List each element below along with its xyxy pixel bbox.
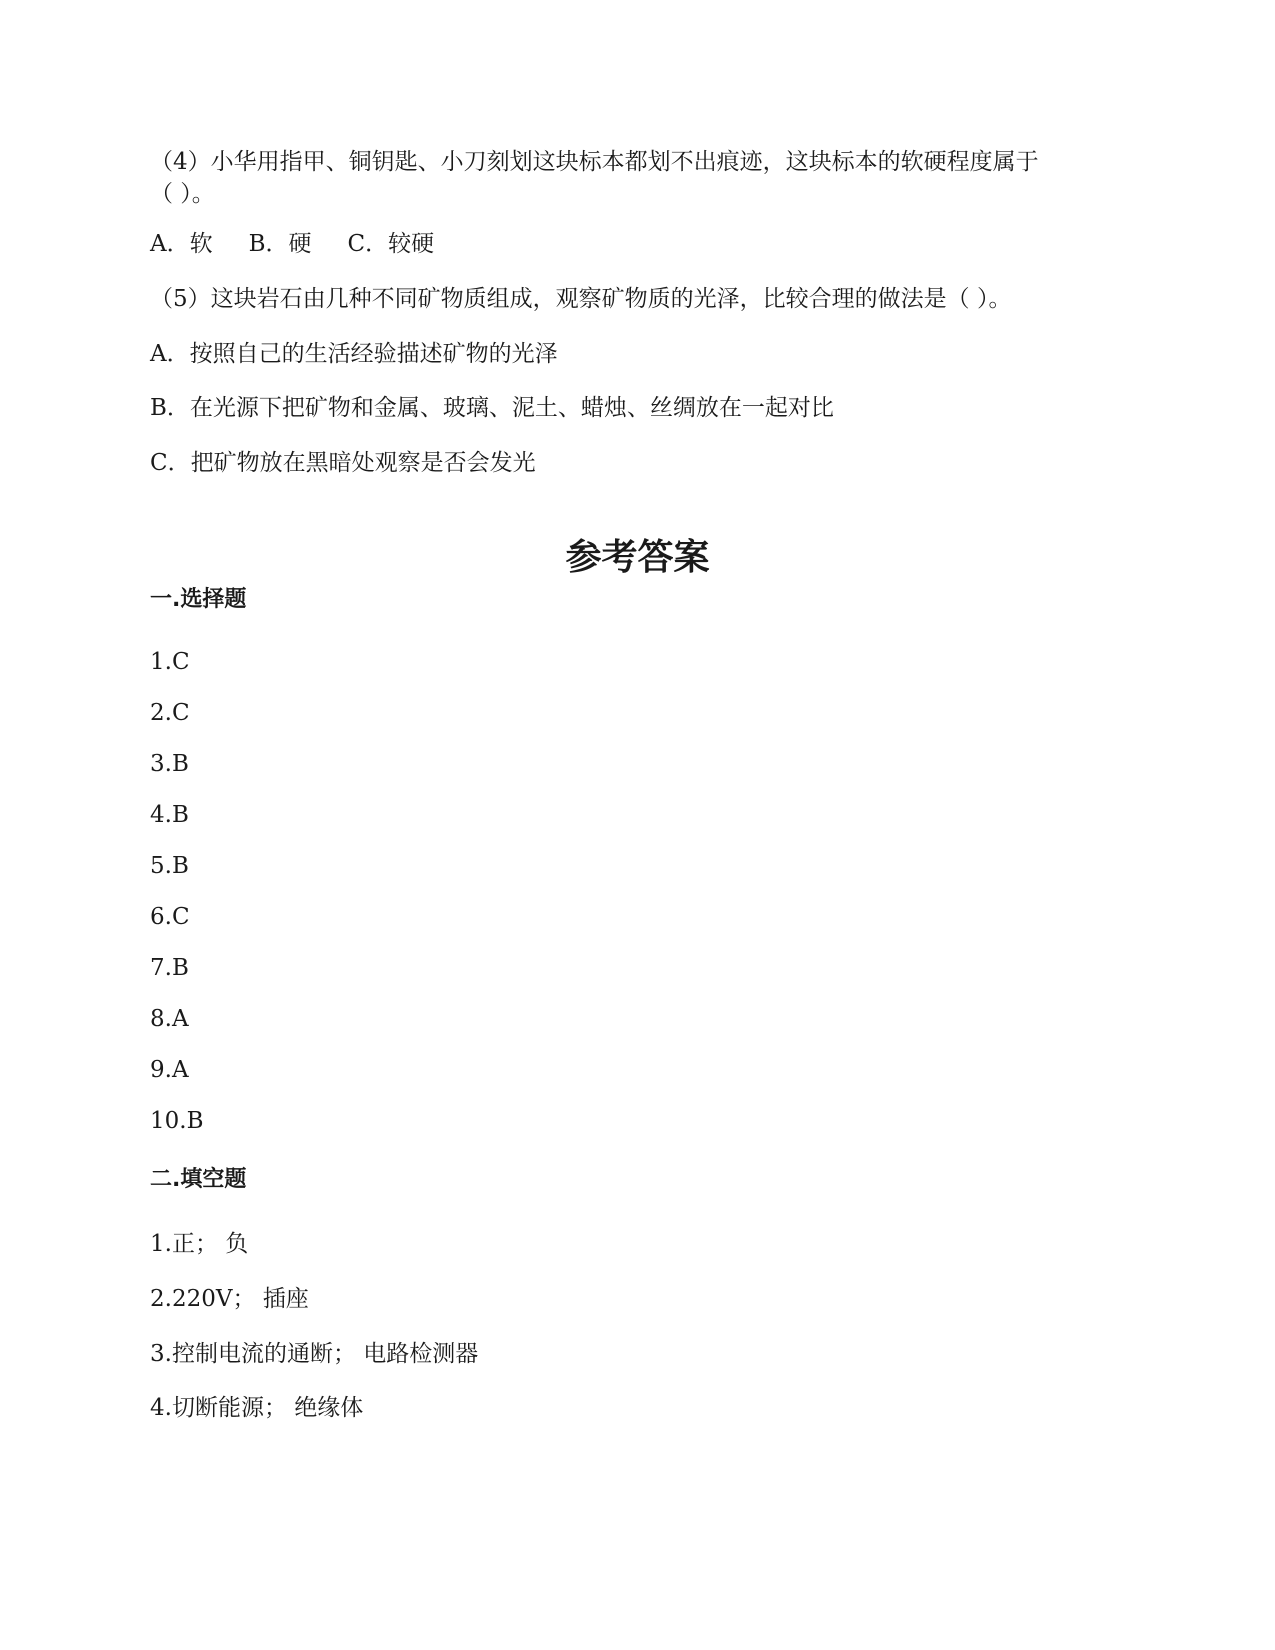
answer-item: 7.B bbox=[150, 955, 189, 981]
question-5-option-c: C．把矿物放在黑暗处观察是否会发光 bbox=[150, 450, 536, 476]
answer-item: 4.切断能源； 绝缘体 bbox=[150, 1395, 364, 1421]
answer-item: 3.控制电流的通断； 电路检测器 bbox=[150, 1341, 479, 1367]
section-heading-choice: 一.选择题 bbox=[150, 587, 247, 612]
answer-item: 10.B bbox=[150, 1108, 204, 1134]
answer-item: 4.B bbox=[150, 802, 189, 828]
question-5-stem: （5）这块岩石由几种不同矿物质组成，观察矿物质的光泽，比较合理的做法是（ ）。 bbox=[150, 286, 1012, 312]
answer-item: 5.B bbox=[150, 853, 189, 879]
answer-item: 6.C bbox=[150, 904, 190, 930]
answer-title: 参考答案 bbox=[565, 537, 710, 578]
answer-item: 2.220V； 插座 bbox=[150, 1286, 309, 1312]
option-b: B．硬 bbox=[248, 231, 312, 257]
option-c: C．较硬 bbox=[347, 231, 435, 257]
answer-item: 9.A bbox=[150, 1057, 189, 1083]
question-4-stem: （4）小华用指甲、铜钥匙、小刀刻划这块标本都划不出痕迹，这块标本的软硬程度属于 bbox=[150, 149, 1039, 175]
answer-item: 8.A bbox=[150, 1006, 189, 1032]
question-5-option-a: A．按照自己的生活经验描述矿物的光泽 bbox=[150, 341, 558, 367]
question-5-option-b: B．在光源下把矿物和金属、玻璃、泥土、蜡烛、丝绸放在一起对比 bbox=[150, 395, 834, 421]
answer-item: 3.B bbox=[150, 751, 189, 777]
answer-item: 2.C bbox=[150, 700, 190, 726]
question-4-options bbox=[150, 228, 1125, 260]
answer-item: 1.C bbox=[150, 649, 190, 675]
option-a: A．软 bbox=[150, 231, 213, 257]
answer-item: 1.正； 负 bbox=[150, 1231, 249, 1257]
section-heading-fill: 二.填空题 bbox=[150, 1167, 247, 1192]
question-4-blank: （ ）。 bbox=[150, 181, 215, 207]
